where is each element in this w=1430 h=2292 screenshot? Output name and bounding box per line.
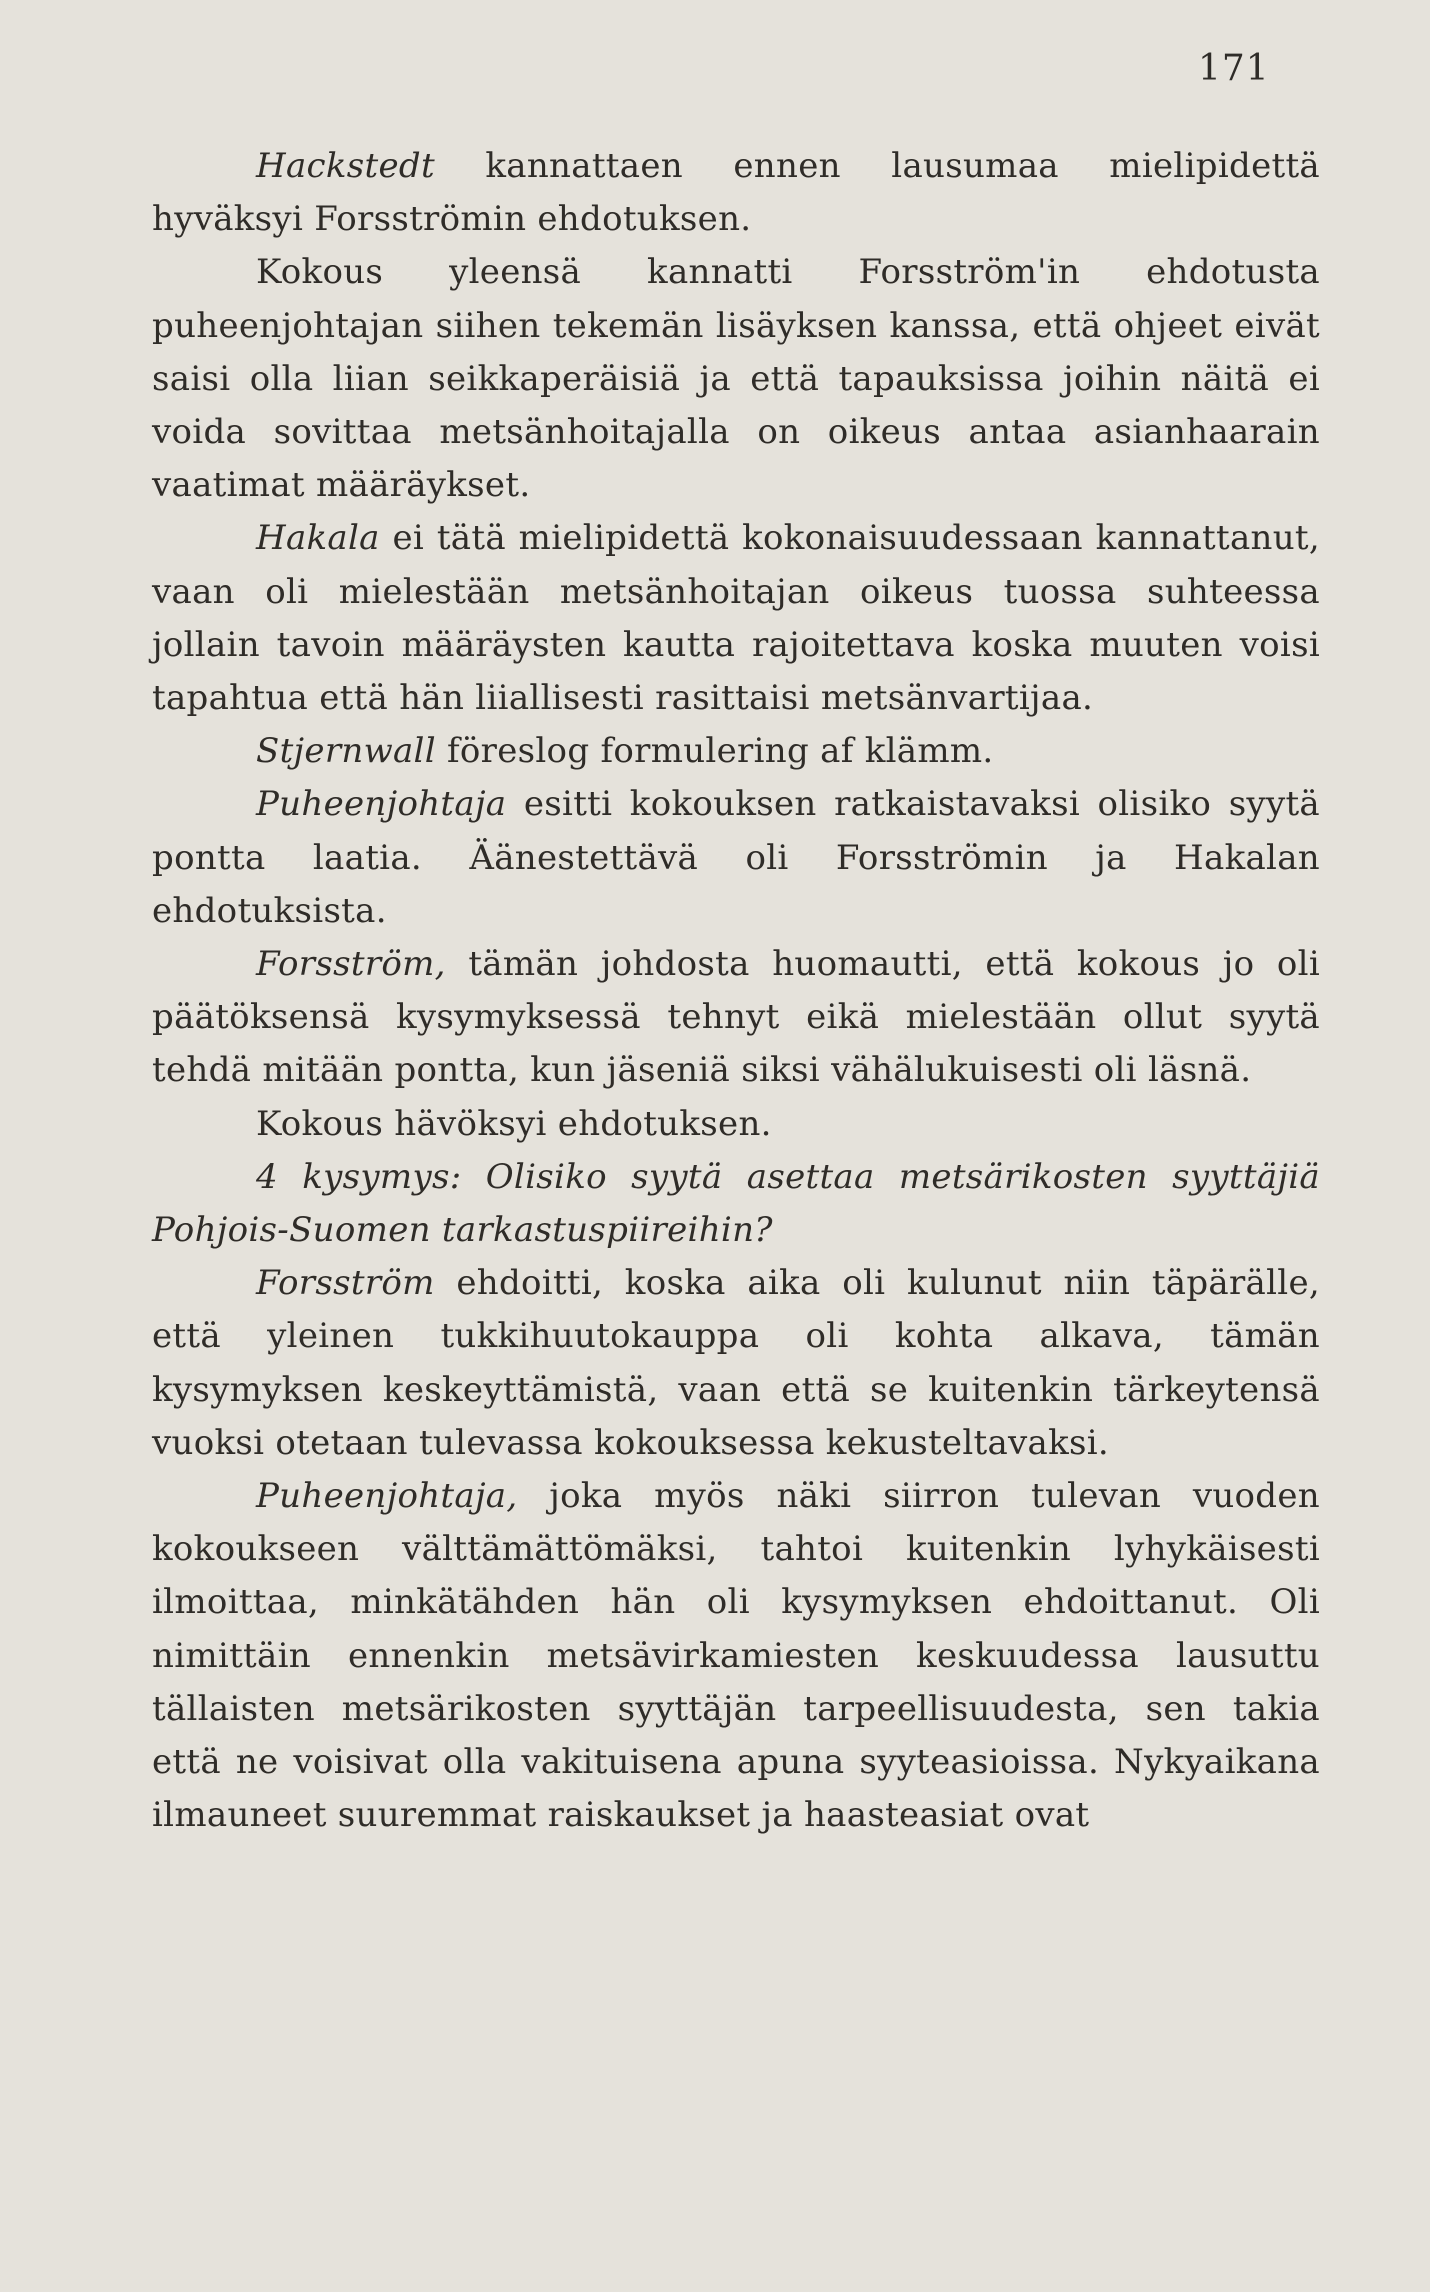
paragraph-forsstrom-1 — [152, 938, 1320, 1098]
paragraph-hackstedt — [152, 140, 1320, 246]
paragraph-question-4 — [152, 1151, 1320, 1257]
paragraph-text: Kokous hävöksyi ehdotuksen. — [256, 1103, 772, 1144]
question-heading: 4 kysymys: Olisiko syytä asettaa metsärikosten syyttäjiä Pohjois-Suomen tarkastuspiireihin? — [152, 1156, 1320, 1251]
speaker-name: Forsström, — [256, 944, 446, 985]
paragraph-kokous-yleensa — [152, 246, 1320, 512]
speaker-name: Puheenjohtaja, — [256, 1476, 518, 1517]
paragraph-text: joka myös näki siirron tulevan vuoden kokoukseen välttämättömäksi, tahtoi kuitenkin lyhykäisesti ilmoittaa, minkätähden hän oli kysymyksen ehdoittanut. Oli nimittäin ennenkin metsävirkamiesten keskuudessa lausuttu tällaisten metsärikosten syyttäjän tarpeellisuudesta, sen takia että ne voisivat olla vakituisena apuna syyteasioissa. Nykyaikana ilmauneet suuremmat raiskaukset ja haasteasiat ovat — [152, 1476, 1320, 1836]
paragraph-stjernwall — [152, 725, 1320, 778]
speaker-name: Stjernwall — [256, 731, 436, 772]
page-number: 171 — [1198, 48, 1270, 89]
speaker-name: Hakala — [256, 518, 380, 559]
paragraph-text: tämän johdosta huomautti, että kokous jo oli päätöksensä kysymyksessä tehnyt eikä mielestään ollut syytä tehdä mitään pontta, kun jäseniä siksi vähälukuisesti oli läsnä. — [152, 944, 1320, 1091]
paragraph-hakala — [152, 512, 1320, 725]
paragraph-kokous-havaksyi — [152, 1098, 1320, 1151]
paragraph-text: föreslog formulering af klämm. — [435, 731, 994, 772]
paragraph-text: ehdoitti, koska aika oli kulunut niin täpärälle, että yleinen tukkihuutokauppa oli kohta alkava, tämän kysymyksen keskeyttämistä, vaan että se kuitenkin tärkeytensä vuoksi otetaan tulevassa kokouksessa kekusteltavaksi. — [152, 1263, 1320, 1463]
paragraph-text: kannattaen ennen lausumaa mielipidettä hyväksyi Forsströmin ehdotuksen. — [152, 146, 1320, 240]
paragraph-text: Kokous yleensä kannatti Forsström'in ehdotusta puheenjohtajan siihen tekemän lisäyksen kanssa, että ohjeet eivät saisi olla liian seikkaperäisiä ja että tapauksissa joihin näitä ei voida sovittaa metsänhoitajalla on oikeus antaa asianhaarain vaatimat määräykset. — [152, 252, 1320, 506]
speaker-name: Forsström — [256, 1263, 435, 1304]
body-text — [152, 140, 1320, 1843]
paragraph-forsstrom-2 — [152, 1257, 1320, 1470]
speaker-name: Hackstedt — [256, 146, 435, 186]
paragraph-puheenjohtaja-2 — [152, 1470, 1320, 1842]
paragraph-text: ei tätä mielipidettä kokonaisuudessaan kannattanut, vaan oli mielestään metsänhoitajan oikeus tuossa suhteessa jollain tavoin määräysten kautta rajoitettava koska muuten voisi tapahtua että hän liiallisesti rasittaisi metsänvartijaa. — [152, 518, 1320, 719]
speaker-name: Puheenjohtaja — [256, 784, 507, 825]
paragraph-text: esitti kokouksen ratkaistavaksi olisiko syytä pontta laatia. Äänestettävä oli Forsströmin ja Hakalan ehdotuksista. — [152, 784, 1320, 931]
paragraph-puheenjohtaja-1 — [152, 778, 1320, 938]
